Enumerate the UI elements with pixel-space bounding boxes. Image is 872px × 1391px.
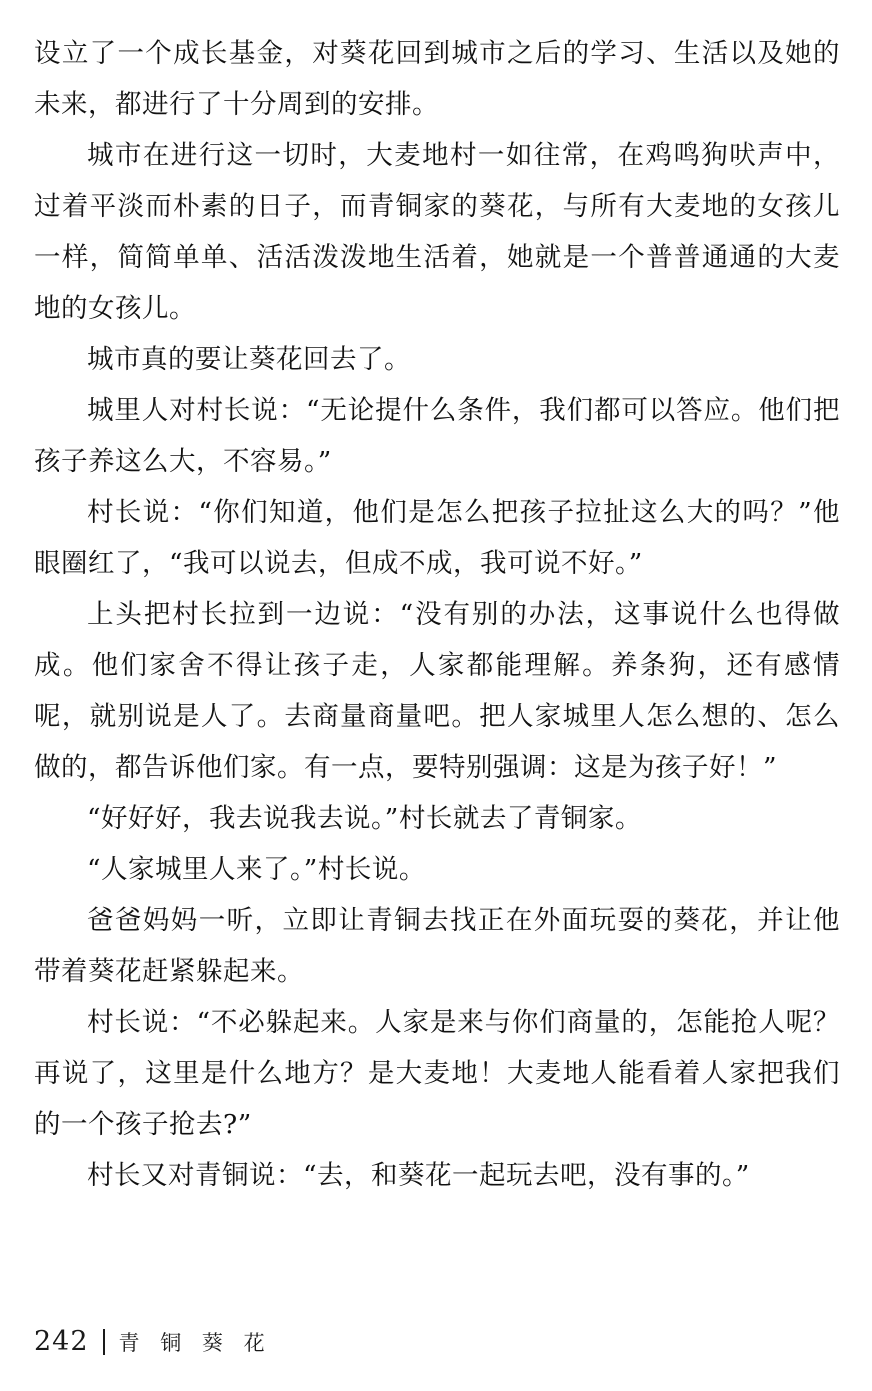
paragraph: 村长说：“不必躲起来。人家是来与你们商量的，怎能抢人呢？再说了，这里是什么地方？是大麦地！大麦地人能看着人家把我们的一个孩子抢去?” xyxy=(34,1007,840,1140)
footer-divider xyxy=(103,1329,105,1355)
paragraph: 设立了一个成长基金，对葵花回到城市之后的学习、生活以及她的未来，都进行了十分周到的安排。 xyxy=(34,38,840,120)
paragraph: 上头把村长拉到一边说：“没有别的办法，这事说什么也得做成。他们家舍不得让孩子走，人家都能理解。养条狗，还有感情呢，就别说是人了。去商量商量吧。把人家城里人怎么想的、怎么做的，都告诉他们家。有一点，要特别强调：这是为孩子好！” xyxy=(34,599,840,783)
page-footer xyxy=(34,1326,272,1357)
paragraph: 爸爸妈妈一听，立即让青铜去找正在外面玩耍的葵花，并让他带着葵花赶紧躲起来。 xyxy=(34,905,840,987)
page-body xyxy=(34,28,840,1201)
paragraph: 村长又对青铜说：“去，和葵花一起玩去吧，没有事的。” xyxy=(87,1160,750,1191)
paragraph: 村长说：“你们知道，他们是怎么把孩子拉扯这么大的吗？”他眼圈红了，“我可以说去，但成不成，我可说不好。” xyxy=(34,497,840,579)
paragraph: “好好好，我去说我去说。”村长就去了青铜家。 xyxy=(87,803,642,834)
page-number: 242 xyxy=(34,1326,89,1357)
paragraph: “人家城里人来了。”村长说。 xyxy=(87,854,426,885)
paragraph: 城里人对村长说：“无论提什么条件，我们都可以答应。他们把孩子养这么大，不容易。” xyxy=(34,395,840,477)
book-title: 青 铜 葵 花 xyxy=(118,1330,272,1355)
paragraph: 城市真的要让葵花回去了。 xyxy=(87,344,411,375)
paragraph: 城市在进行这一切时，大麦地村一如往常，在鸡鸣狗吠声中，过着平淡而朴素的日子，而青铜家的葵花，与所有大麦地的女孩儿一样，简简单单、活活泼泼地生活着，她就是一个普普通通的大麦地的女孩儿。 xyxy=(34,140,840,324)
